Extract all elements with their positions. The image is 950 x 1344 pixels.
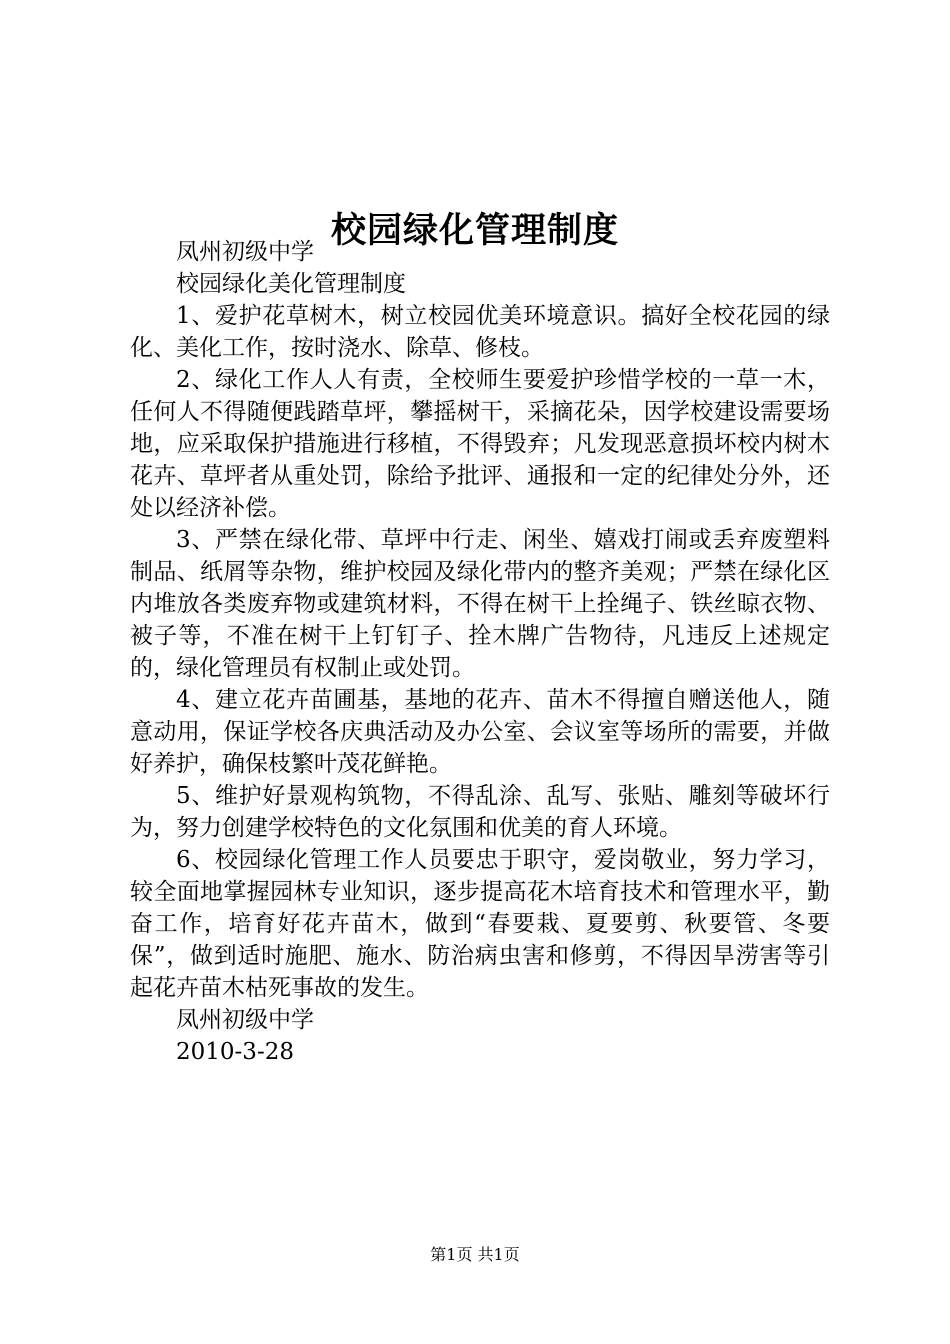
rule-4: 4、建立花卉苗圃基，基地的花卉、苗木不得擅自赠送他人，随意动用，保证学校各庆典活动及办公室、会议室等场所的需要，并做好养护，确保枝繁叶茂花鲜艳。 <box>130 687 830 777</box>
signature-school: 凤州初级中学 <box>176 1007 314 1033</box>
rule-2: 2、绿化工作人人有责，全校师生要爱护珍惜学校的一草一木，任何人不得随便践踏草坪，攀摇树干，采摘花朵，因学校建设需要场地，应采取保护措施进行移植，不得毁弃；凡发现恶意损坏校内树木花卉、草坪者从重处罚，除给予批评、通报和一定的纪律处分外，还处以经济补偿。 <box>130 367 830 521</box>
rule-3: 3、严禁在绿化带、草坪中行走、闲坐、嬉戏打闹或丢弃废塑料制品、纸屑等杂物，维护校园及绿化带内的整齐美观；严禁在绿化区内堆放各类废弃物或建筑材料，不得在树干上拴绳子、铁丝晾衣物、被子等，不准在树干上钉钉子、拴木牌广告物待，凡违反上述规定的，绿化管理员有权制止或处罚。 <box>130 527 830 681</box>
school-name: 凤州初级中学 <box>176 239 314 265</box>
document-body <box>130 236 830 1068</box>
signature-date: 2010-3-28 <box>176 1039 294 1065</box>
page-footer: 第1页 共1页 <box>430 1245 520 1264</box>
rule-1: 1、爱护花草树木，树立校园优美环境意识。搞好全校花园的绿化、美化工作，按时浇水、除草、修枝。 <box>130 303 830 361</box>
rule-6: 6、校园绿化管理工作人员要忠于职守，爱岗敬业，努力学习，较全面地掌握园林专业知识，逐步提高花木培育技术和管理水平，勤奋工作，培育好花卉苗木，做到“春要栽、夏要剪、秋要管、冬要保”，做到适时施肥、施水、防治病虫害和修剪，不得因旱涝害等引起花卉苗木枯死事故的发生。 <box>130 847 830 1001</box>
page-title: 校园绿化管理制度 <box>330 210 619 252</box>
rule-5: 5、维护好景观构筑物，不得乱涂、乱写、张贴、雕刻等破坏行为，努力创建学校特色的文化氛围和优美的育人环境。 <box>130 783 830 841</box>
document-subtitle: 校园绿化美化管理制度 <box>176 271 406 297</box>
